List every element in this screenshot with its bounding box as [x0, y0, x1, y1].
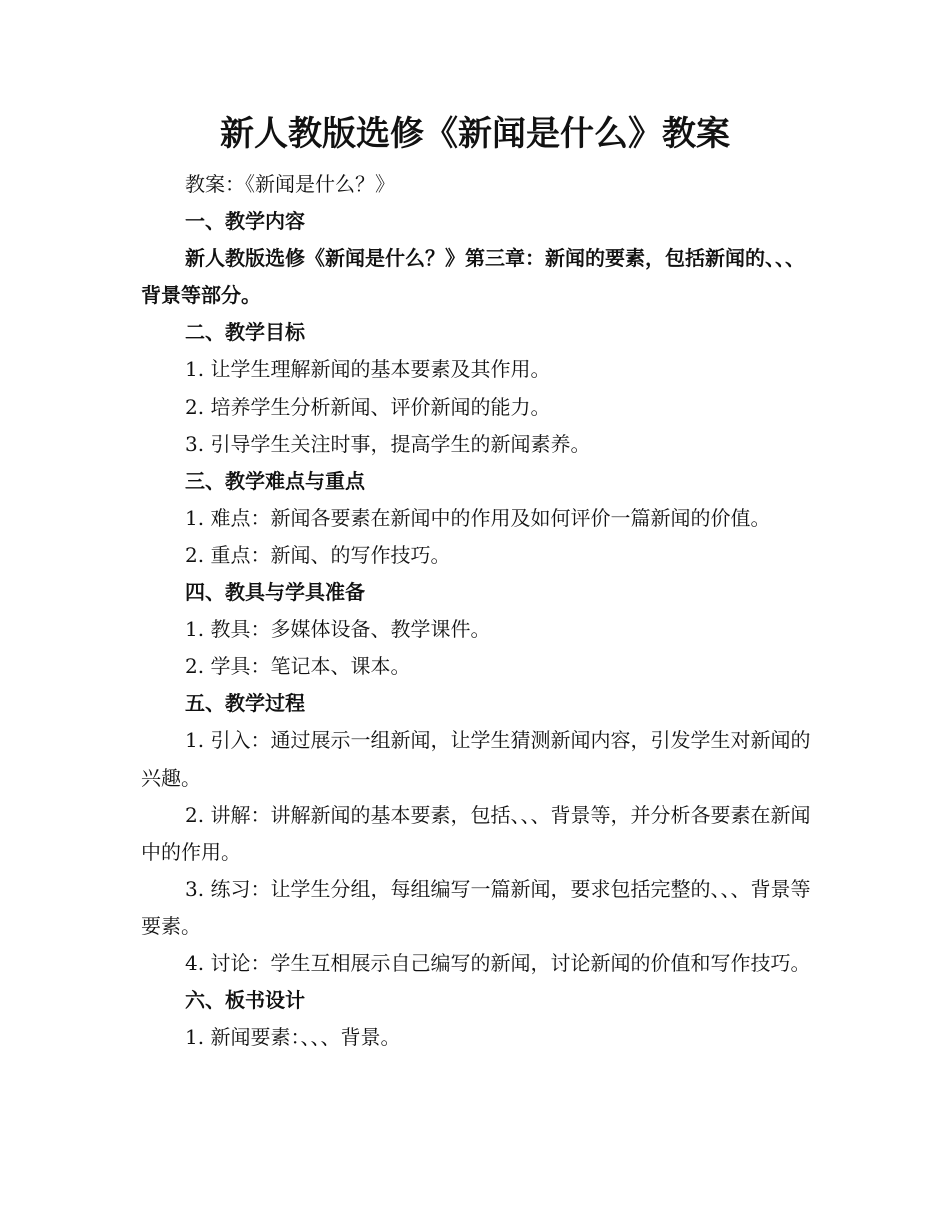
section-heading-content: 一、教学内容 [185, 209, 305, 234]
goal-item: 2. 培养学生分析新闻、评价新闻的能力。 [185, 394, 551, 419]
section-content-text: 新人教版选修《新闻是什么？》第三章：新闻的要素，包括新闻的、、、背景等部分。 [141, 246, 805, 308]
process-item: 1. 引入：通过展示一组新闻，让学生猜测新闻内容，引发学生对新闻的兴趣。 [141, 728, 811, 790]
subtitle: 教案：《新闻是什么？》 [185, 172, 395, 196]
material-item: 1. 教具：多媒体设备、教学课件。 [185, 617, 491, 642]
material-item: 2. 学具：笔记本、课本。 [185, 654, 411, 679]
board-design-item: 1. 新闻要素：、、、背景。 [185, 1025, 401, 1050]
goal-item: 1. 让学生理解新闻的基本要素及其作用。 [185, 357, 551, 382]
process-item: 4. 讨论：学生互相展示自己编写的新闻，讨论新闻的价值和写作技巧。 [185, 950, 811, 975]
section-heading-key-points: 三、教学难点与重点 [185, 468, 365, 493]
section-heading-goals: 二、教学目标 [185, 320, 305, 345]
process-item: 3. 练习：让学生分组，每组编写一篇新闻，要求包括完整的、、、背景等要素。 [141, 876, 811, 938]
key-point-item: 2. 重点：新闻、的写作技巧。 [185, 542, 451, 567]
goal-item: 3. 引导学生关注时事，提高学生的新闻素养。 [185, 431, 591, 456]
key-point-item: 1. 难点：新闻各要素在新闻中的作用及如何评价一篇新闻的价值。 [185, 505, 771, 530]
section-heading-board-design: 六、板书设计 [185, 988, 305, 1013]
process-item: 2. 讲解：讲解新闻的基本要素，包括、、、背景等，并分析各要素在新闻中的作用。 [141, 802, 811, 864]
document-title: 新人教版选修《新闻是什么》教案 [220, 114, 730, 154]
section-heading-process: 五、教学过程 [185, 691, 305, 716]
document-body [141, 166, 821, 1056]
section-heading-materials: 四、教具与学具准备 [185, 580, 365, 605]
